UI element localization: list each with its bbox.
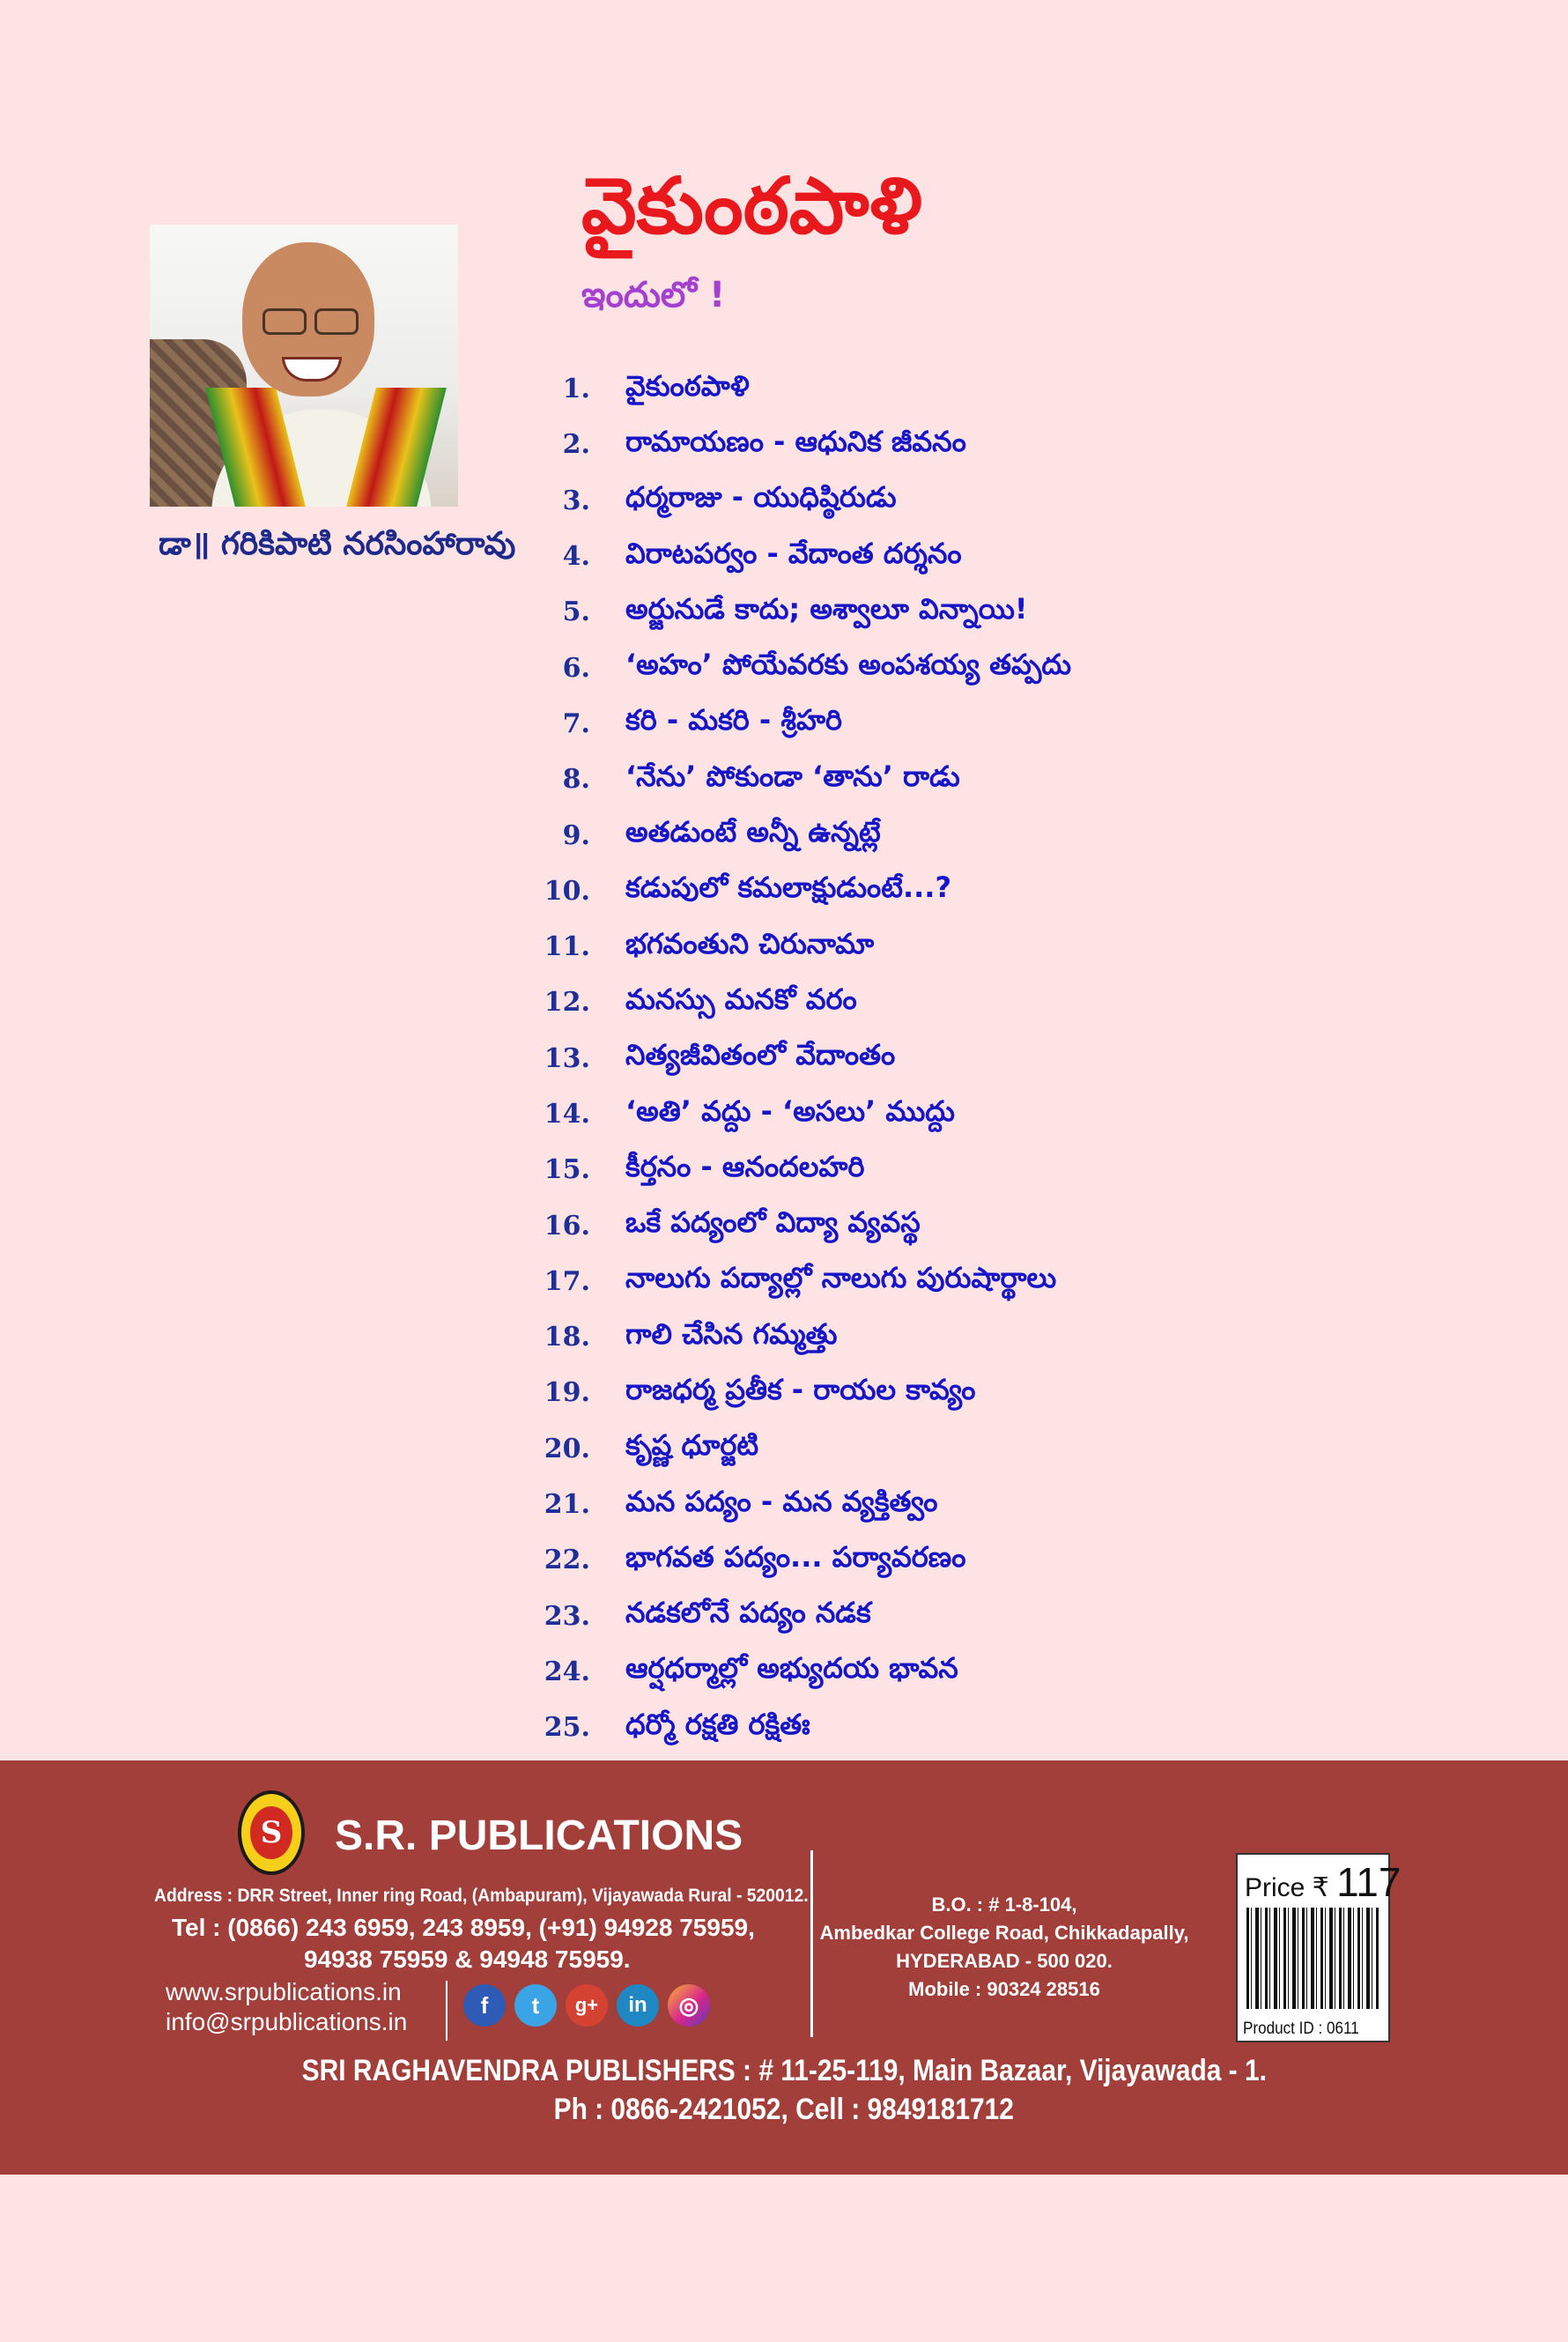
toc-item <box>529 1700 1071 1755</box>
toc-item-number: 9. <box>562 819 590 851</box>
toc-item-title: మన పద్యం - మన వ్యక్తిత్వం <box>625 1484 938 1518</box>
phone-line-1: Tel : (0866) 243 6959, 243 8959, (+91) 94928 75959, <box>172 1914 755 1941</box>
linkedin-icon[interactable]: in <box>617 1984 659 2027</box>
publisher-name: S.R. PUBLICATIONS <box>335 1812 743 1859</box>
toc-item-title: రాజధర్మ ప్రతీక - రాయల కావ్యం <box>625 1372 976 1406</box>
twitter-icon[interactable]: t <box>514 1984 557 2027</box>
author-name: డా॥ గరికిపాటి నరసింహారావు <box>159 526 516 562</box>
toc-item <box>529 584 1071 640</box>
toc-item-number: 12. <box>544 987 590 1019</box>
toc-item-title: రామాయణం - ఆధునిక జీవనం <box>625 424 966 458</box>
web-contact <box>166 1977 407 2037</box>
toc-item <box>529 752 1071 807</box>
toc-item <box>529 361 1071 417</box>
toc-item-title: కరి - మకరి - శ్రీహరి <box>625 703 842 737</box>
product-id: Product ID : 0611 <box>1243 2020 1359 2038</box>
toc-item-number: 13. <box>544 1042 590 1074</box>
bo-line-2: Ambedkar College Road, Chikkadapally, <box>819 1922 1189 1944</box>
toc-item <box>529 417 1071 472</box>
toc-item-number: 24. <box>544 1656 590 1687</box>
toc-item <box>529 919 1071 975</box>
toc-item-number: 23. <box>544 1600 590 1632</box>
toc-item <box>529 1197 1071 1253</box>
toc-item-title: అర్జునుడే కాదు; అశ్వాలూ విన్నాయి! <box>625 591 1028 626</box>
publisher-logo-icon <box>238 1790 305 1875</box>
publisher-address: Address : DRR Street, Inner ring Road, (Ambapuram), Vijayawada Rural - 520012. <box>154 1886 809 1906</box>
toc-item-number: 2. <box>562 429 590 461</box>
toc-item <box>529 696 1071 752</box>
toc-item-title: నడకలోనే పద్యం నడక <box>625 1596 871 1630</box>
toc-item-title: గాలి చేసిన గమ్మత్తు <box>625 1316 838 1351</box>
author-photo <box>150 225 458 507</box>
toc-item-number: 11. <box>544 931 590 963</box>
toc-item <box>529 1477 1071 1532</box>
toc-item <box>529 1254 1071 1309</box>
toc-item-number: 19. <box>544 1377 590 1409</box>
toc-item-number: 10. <box>544 875 590 907</box>
toc-item-title: విరాటపర్వం - వేదాంత దర్శనం <box>625 536 962 570</box>
toc-item-number: 3. <box>562 485 590 516</box>
toc-item-title: ‘అహం’ పోయేవరకు అంపశయ్య తప్పదు <box>625 648 1072 682</box>
price-label <box>1245 1858 1401 1906</box>
toc-item-number: 4. <box>562 541 590 573</box>
toc-item-title: భాగవత పద్యం... పర్యావరణం <box>625 1539 966 1574</box>
toc-item-title: కడుపులో కమలాక్షుడుంటే...? <box>625 871 952 905</box>
toc-item-title: ‘నేను’ పోకుండా ‘తాను’ రాడు <box>625 759 960 793</box>
toc-item <box>529 529 1071 584</box>
bo-line-1: B.O. : # 1-8-104, <box>931 1894 1077 1916</box>
toc-item-number: 7. <box>562 708 590 739</box>
price-tag <box>1236 1853 1402 2042</box>
contents-heading: ఇందులో ! <box>581 275 726 315</box>
toc-item-title: ‘అతి’ వద్దు - ‘అసలు’ ముద్దు <box>625 1093 955 1128</box>
toc-item-number: 20. <box>544 1433 590 1464</box>
price-value: 117 <box>1336 1859 1402 1905</box>
bo-line-4: Mobile : 90324 28516 <box>908 1978 1100 2000</box>
google-plus-icon[interactable]: g+ <box>566 1984 608 2027</box>
email-link[interactable]: info@srpublications.in <box>166 2008 408 2035</box>
toc-item-number: 22. <box>544 1545 590 1576</box>
toc-item-number: 14. <box>544 1099 590 1130</box>
toc-item-number: 21. <box>544 1489 590 1521</box>
toc-item-title: ధర్మో రక్షతి రక్షితః <box>625 1707 810 1741</box>
toc-item <box>529 863 1071 919</box>
toc-item <box>529 1142 1071 1197</box>
toc-item-number: 8. <box>562 764 590 796</box>
book-title: వైకుంఠపాళి <box>581 160 922 251</box>
website-link[interactable]: www.srpublications.in <box>166 1978 402 2005</box>
publisher-phone <box>172 1912 755 1975</box>
toc-item <box>529 1365 1071 1420</box>
facebook-icon[interactable]: f <box>463 1984 506 2027</box>
publisher-footer <box>0 1760 1568 2175</box>
barcode-icon <box>1246 1908 1380 2009</box>
toc-item-title: నిత్యజీవితంలో వేదాంతం <box>625 1038 896 1072</box>
toc-item-title: కృష్ణ ధూర్జటి <box>625 1428 759 1463</box>
toc-item-number: 16. <box>544 1210 590 1241</box>
toc-item-number: 5. <box>562 597 590 628</box>
toc-item-title: అతడుంటే అన్నీ ఉన్నట్లే <box>625 815 881 849</box>
toc-item-number: 25. <box>544 1712 590 1744</box>
toc-item-title: ఒకే పద్యంలో విద్యా వ్యవస్థ <box>625 1205 921 1240</box>
toc-item <box>529 975 1071 1030</box>
toc-item <box>529 807 1071 863</box>
toc-item <box>529 1031 1071 1086</box>
toc-item-title: వైకుంఠపాళి <box>625 368 750 403</box>
toc-item-title: ఆర్షధర్మాల్లో అభ్యుదయ భావన <box>625 1651 958 1686</box>
toc-item <box>529 1086 1071 1142</box>
toc-item-number: 18. <box>544 1322 590 1353</box>
logo-letter: S <box>250 1806 292 1859</box>
toc-item-number: 6. <box>562 652 590 684</box>
toc-item-number: 15. <box>544 1154 590 1186</box>
toc-item <box>529 473 1071 529</box>
toc-item <box>529 1309 1071 1365</box>
toc-item <box>529 1532 1071 1588</box>
web-divider <box>446 1981 447 2041</box>
glasses-right-shape <box>314 308 359 335</box>
table-of-contents <box>529 361 1071 1755</box>
toc-item-title: భగవంతుని చిరునామా <box>625 926 875 960</box>
glasses-left-shape <box>263 308 307 335</box>
toc-item <box>529 1589 1071 1644</box>
sri-raghavendra-publishers <box>0 2051 1568 2129</box>
branch-office <box>810 1891 1198 2004</box>
toc-item <box>529 1421 1071 1477</box>
instagram-icon[interactable]: ◎ <box>668 1984 710 2027</box>
toc-item-title: మనస్సు మనకో వరం <box>625 982 857 1016</box>
toc-item-number: 17. <box>544 1265 590 1297</box>
stole-right-shape <box>346 388 447 507</box>
srp-line-1: SRI RAGHAVENDRA PUBLISHERS : # 11-25-119, Main Bazaar, Vijayawada - 1. <box>301 2054 1267 2087</box>
toc-item <box>529 640 1071 695</box>
toc-item <box>529 1644 1071 1700</box>
price-prefix: Price ₹ <box>1245 1873 1329 1902</box>
phone-line-2: 94938 75959 & 94948 75959. <box>304 1945 631 1973</box>
bo-line-3: HYDERABAD - 500 020. <box>896 1950 1113 1972</box>
toc-item-title: ధర్మరాజు - యుధిష్ఠిరుడు <box>625 480 897 515</box>
srp-line-2: Ph : 0866-2421052, Cell : 9849181712 <box>553 2093 1015 2126</box>
social-links <box>463 1984 710 2027</box>
toc-item-title: నాలుగు పద్యాల్లో నాలుగు పురుషార్థాలు <box>625 1261 1057 1295</box>
toc-item-number: 1. <box>562 374 590 405</box>
toc-item-title: కీర్తనం - ఆనందలహరి <box>625 1149 865 1183</box>
